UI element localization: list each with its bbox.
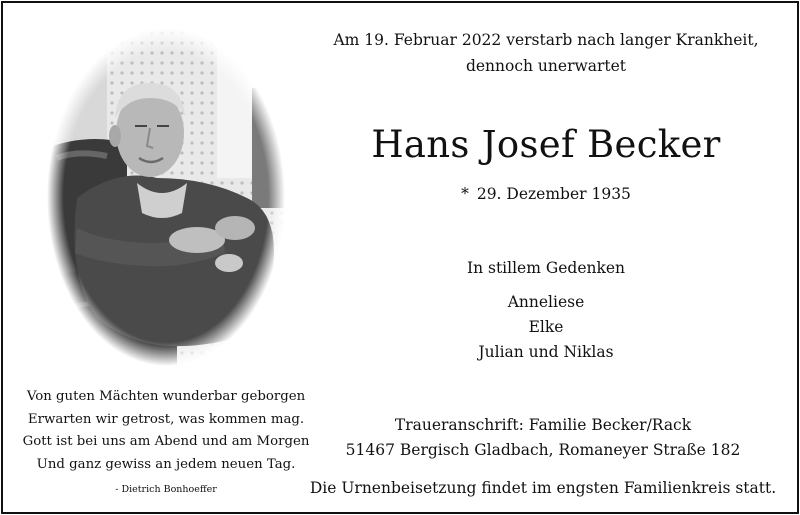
mourner-name: Anneliese <box>507 293 585 311</box>
birth-date: 29. Dezember 1935 <box>476 185 631 203</box>
birth-star-icon: * <box>461 185 469 203</box>
portrait-photo <box>47 28 285 366</box>
deceased-name: Hans Josef Becker <box>371 123 721 166</box>
poem-line: Erwarten wir getrost, was kommen mag. <box>27 411 305 427</box>
death-announcement <box>321 27 771 79</box>
poem <box>11 386 321 476</box>
address-line: Traueranschrift: Familie Becker/Rack <box>394 416 692 434</box>
death-announcement-line: Am 19. Februar 2022 verstarb nach langer Krankheit, <box>333 31 759 49</box>
address-line: 51467 Bergisch Gladbach, Romaneyer Straße 182 <box>345 441 741 459</box>
burial-note: Die Urnenbeisetzung findet im engsten Familienkreis statt. <box>309 479 777 497</box>
poem-author: - Dietrich Bonhoeffer <box>115 484 217 495</box>
death-announcement-line: dennoch unerwartet <box>465 57 627 75</box>
mourner-name: Julian und Niklas <box>478 343 614 361</box>
birth-date-line <box>321 183 771 205</box>
mourner-name: Elke <box>528 318 564 336</box>
poem-line: Und ganz gewiss an jedem neuen Tag. <box>36 456 296 472</box>
poem-line: Von guten Mächten wunderbar geborgen <box>26 389 306 404</box>
poem-line: Gott ist bei uns am Abend und am Morgen <box>22 434 310 449</box>
obituary-card <box>1 1 799 514</box>
mourners-list <box>321 290 771 365</box>
memory-phrase: In stillem Gedenken <box>466 259 626 277</box>
mourning-address <box>303 413 783 463</box>
